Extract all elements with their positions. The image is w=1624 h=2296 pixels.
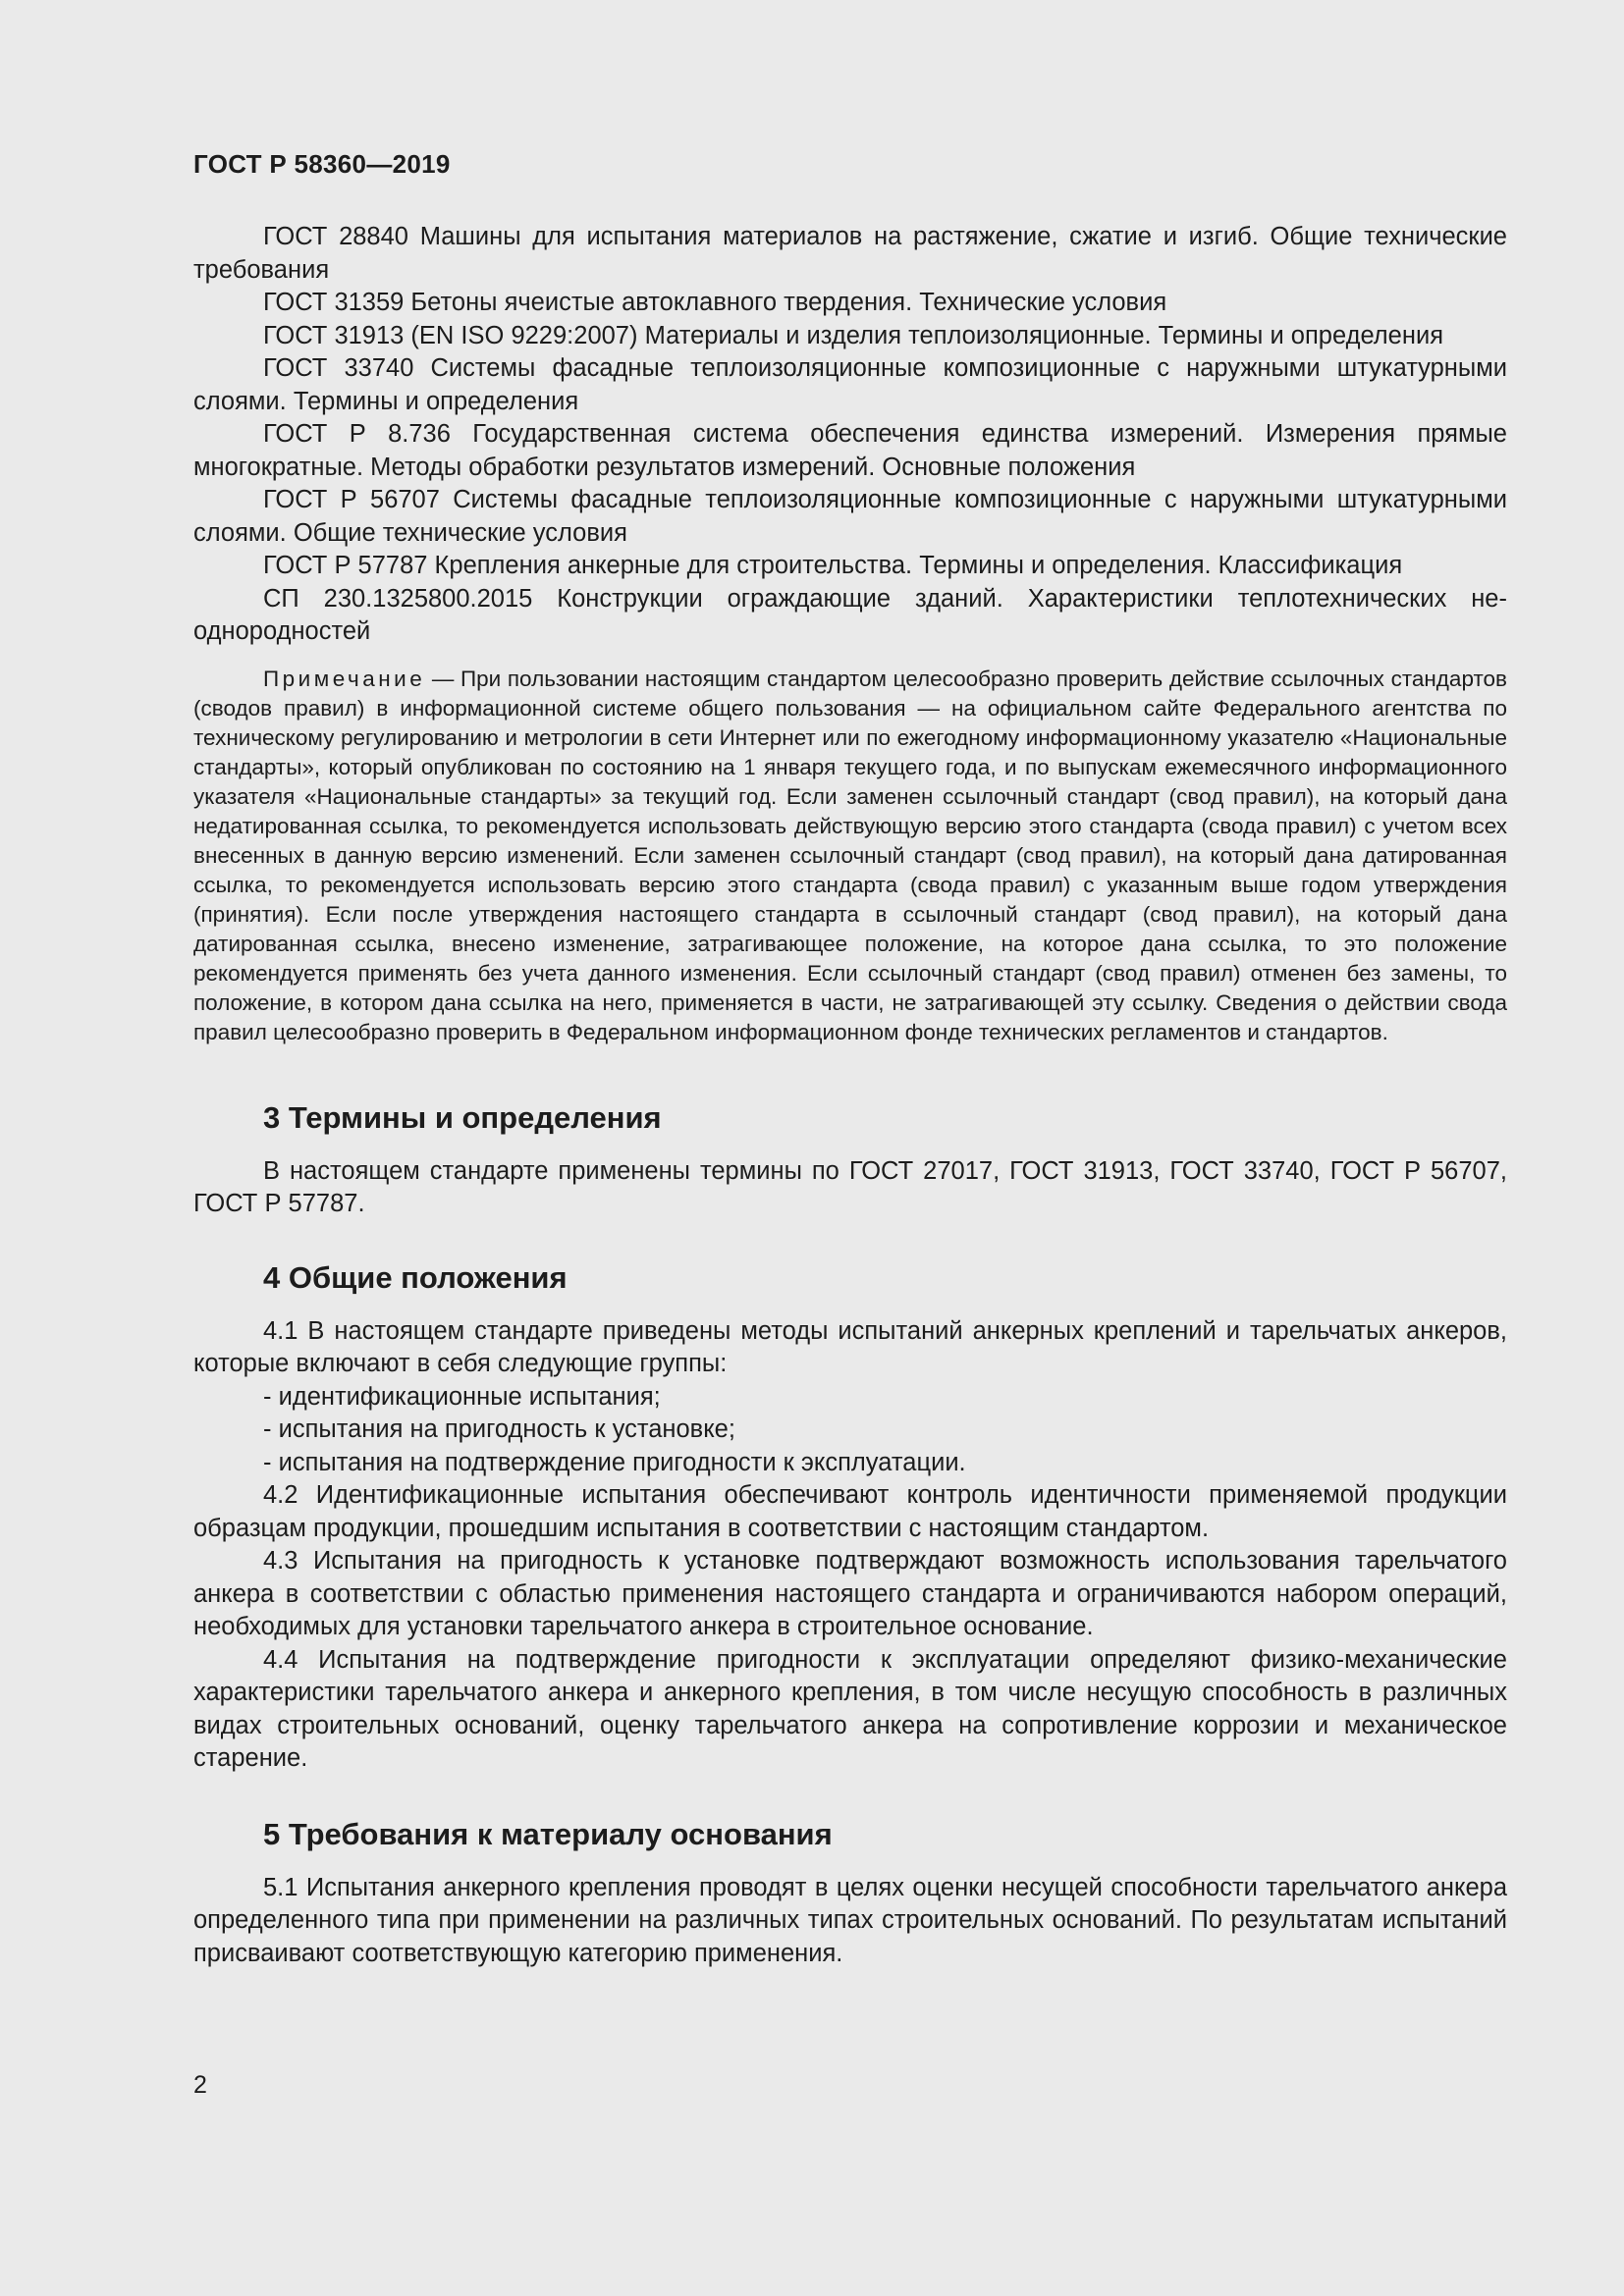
section-4-heading: 4 Общие положения	[263, 1259, 568, 1295]
normative-references-list	[193, 221, 1507, 649]
reference-item: ГОСТ 33740 Системы фасадные теплоизоляционные композиционные с наружными штукатурными слоями. Термины и определения	[193, 354, 1507, 415]
reference-item: ГОСТ 31359 Бетоны ячеистые автоклавного твердения. Технические условия	[263, 289, 1167, 316]
page-number: 2	[193, 2071, 207, 2099]
reference-item: ГОСТ Р 56707 Системы фасадные теплоизоляционные композиционные с наружными штукатурными слоями. Общие технические условия	[193, 486, 1507, 547]
list-item: - идентификационные испытания;	[263, 1382, 661, 1411]
reference-item: ГОСТ Р 8.736 Государственная система обеспечения единства измерений. Измерения прямые многократные. Методы обработки результатов измерений. Основные положения	[193, 420, 1507, 481]
note-paragraph	[193, 665, 1507, 1047]
reference-item: ГОСТ Р 57787 Крепления анкерные для строительства. Термины и определения. Классификация	[263, 552, 1403, 579]
section-3-text: В настоящем стандарте применены термины по ГОСТ 27017, ГОСТ 31913, ГОСТ 33740, ГОСТ Р 56707, ГОСТ Р 57787.	[193, 1156, 1507, 1217]
document-header: ГОСТ Р 58360—2019	[193, 149, 451, 179]
reference-item: СП 230.1325800.2015 Конструкции ограждающие зданий. Характеристики теплотехнических неоднородностей	[193, 584, 1507, 645]
clause-4-1: 4.1 В настоящем стандарте приведены методы испытаний анкерных креплений и тарельчатых анкеров, которые включают в себя следующие группы:	[193, 1316, 1507, 1377]
section-3-heading: 3 Термины и определения	[263, 1099, 662, 1135]
reference-item: ГОСТ 31913 (EN ISO 9229:2007) Материалы и изделия теплоизоляционные. Термины и определения	[263, 321, 1443, 349]
page-content	[193, 221, 1507, 1970]
clause-5-1: 5.1 Испытания анкерного крепления проводят в целях оценки несущей способности тарельчатого анкера определенного типа при применении на различных типах строительных оснований. По результатам испытаний присваивают соответствующую категорию применения.	[193, 1873, 1507, 1967]
section-5-heading: 5 Требования к материалу основания	[263, 1816, 833, 1851]
clause-4-3: 4.3 Испытания на пригодность к установке подтверждают возможность использования тарельчатого анкера в соответствии с областью применения настоящего стандарта и ограничиваются набором операций, необходимых для установки тарельчатого анкера в строительное основание.	[193, 1547, 1507, 1640]
note-text: — При пользовании настоящим стандартом целесообразно проверить действие ссылочных стандартов (сводов правил) в информационной системе общего пользования — на официальном сайте Федерального агентства по техническому регулированию и метрологии в сети Интернет или по ежегодному информационному указателю «Национальные стандарты», который опубликован по состоянию на 1 января текущего года, и по выпускам ежемесячного информационного указателя «Национальные стандарты» за текущий год. Если заменен ссылочный стандарт (свод правил), на который дана недатированная ссылка, то рекомендуется использовать действующую версию этого стандарта (свода правил) с учетом всех внесенных в данную версию изменений. Если заменен ссылочный стандарт (свод правил), на который дана датированная ссылка, то рекомендуется использовать версию этого стандарта (свода правил) с указанным выше годом утверждения (принятия). Если после утверждения настоящего стандарта в ссылочный стандарт (свод правил), на который дана датированная ссылка, внесено изменение, затрагивающее положение, на которое дана ссылка, то это положение рекомендуется применять без учета данного изменения. Если ссылочный стандарт (свод правил) отменен без замены, то положение, в котором дана ссылка на него, применяется в части, не затрагивающей эту ссылку. Сведения о действии свода правил целесообразно проверить в Федеральном информационном фонде технических регламентов и стандартов.	[193, 666, 1507, 1044]
reference-item: ГОСТ 28840 Машины для испытания материалов на растяжение, сжатие и изгиб. Общие технические требования	[193, 223, 1507, 284]
clause-4-4: 4.4 Испытания на подтверждение пригодности к эксплуатации определяют физико-механические характеристики тарельчатого анкера и анкерного крепления, в том числе несущую способность в различных видах строительных оснований, оценку тарельчатого анкера на сопротивление коррозии и механическое старение.	[193, 1645, 1507, 1772]
list-item: - испытания на пригодность к установке;	[263, 1415, 735, 1443]
clause-4-2: 4.2 Идентификационные испытания обеспечивают контроль идентичности применяемой продукции образцам продукции, прошедшим испытания в соответствии с настоящим стандартом.	[193, 1481, 1507, 1542]
note-label: Примечание	[263, 666, 426, 691]
list-item: - испытания на подтверждение пригодности к эксплуатации.	[263, 1448, 966, 1476]
